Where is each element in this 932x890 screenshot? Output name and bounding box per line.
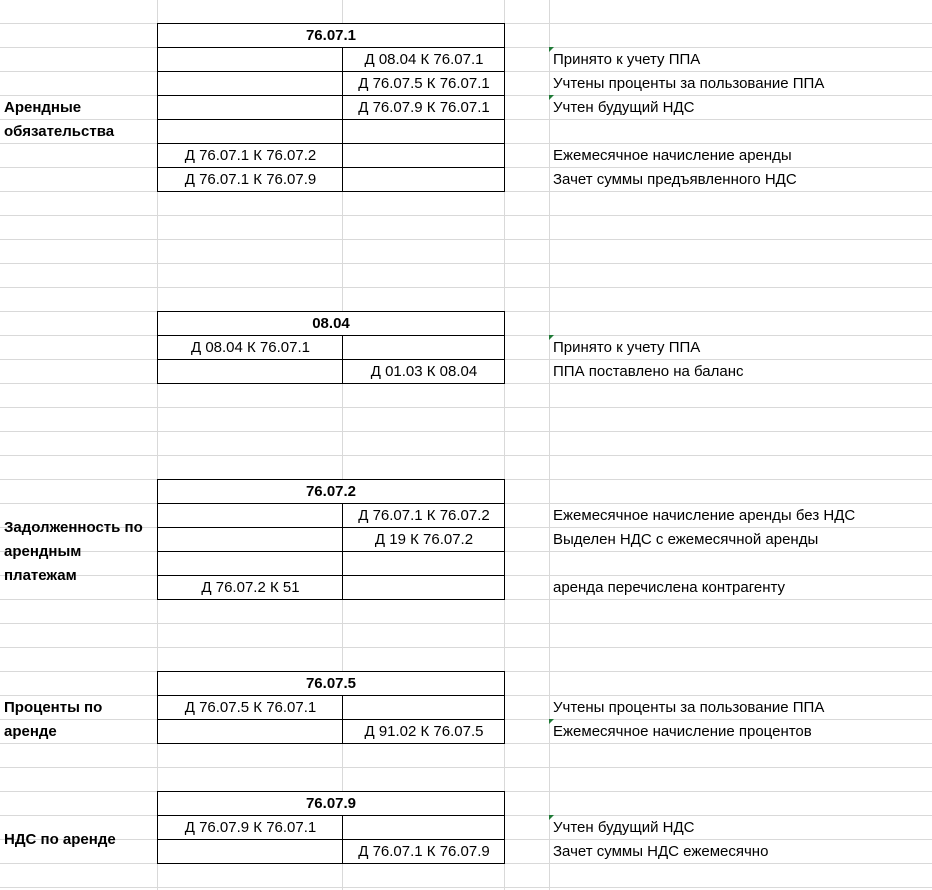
section-label-line: платежам (4, 566, 77, 584)
comment-indicator-icon[interactable] (549, 335, 554, 340)
taccount-divider (342, 695, 343, 743)
taccount-row-rule (157, 119, 505, 120)
taccount-divider (342, 503, 343, 599)
section-label-line: аренде (4, 722, 57, 740)
entry-description[interactable]: аренда перечислена контрагенту (553, 579, 786, 596)
debit-entry[interactable]: Д 76.07.5 К 76.07.1 (184, 699, 317, 716)
comment-indicator-icon[interactable] (549, 719, 554, 724)
entry-description[interactable]: Учтены проценты за пользование ППА (553, 75, 825, 92)
credit-entry[interactable]: Д 76.07.9 К 76.07.1 (358, 99, 490, 116)
entry-description[interactable]: Учтены проценты за пользование ППА (553, 699, 825, 716)
entry-description[interactable]: Зачет суммы предъявленного НДС (553, 171, 797, 188)
entry-description[interactable]: Выделен НДС с ежемесячной аренды (553, 531, 819, 548)
debit-entry[interactable]: Д 76.07.1 К 76.07.2 (184, 147, 317, 164)
credit-entry[interactable]: Д 91.02 К 76.07.5 (364, 723, 484, 740)
entry-description[interactable]: Учтен будущий НДС (553, 819, 695, 836)
section-label[interactable] (4, 516, 156, 588)
entry-description[interactable]: Зачет суммы НДС ежемесячно (553, 843, 769, 860)
credit-entry[interactable]: Д 76.07.1 К 76.07.9 (358, 843, 490, 860)
credit-entry[interactable]: Д 19 К 76.07.2 (374, 531, 474, 548)
entry-description[interactable]: Принято к учету ППА (553, 339, 701, 356)
account-title[interactable]: 08.04 (312, 315, 350, 332)
entry-description[interactable]: Ежемесячное начисление процентов (553, 723, 812, 740)
debit-entry[interactable]: Д 76.07.2 К 51 (201, 579, 300, 596)
taccount-divider (342, 815, 343, 863)
entry-description[interactable]: ППА поставлено на баланс (553, 363, 744, 380)
credit-entry[interactable]: Д 01.03 К 08.04 (370, 363, 478, 380)
comment-indicator-icon[interactable] (549, 815, 554, 820)
credit-entry[interactable]: Д 76.07.5 К 76.07.1 (358, 75, 490, 92)
comment-indicator-icon[interactable] (549, 95, 554, 100)
entry-description[interactable]: Ежемесячное начисление аренды без НДС (553, 507, 856, 524)
account-title[interactable]: 76.07.9 (305, 795, 357, 812)
account-title[interactable]: 76.07.2 (305, 483, 357, 500)
section-label[interactable] (4, 96, 156, 144)
section-label-line: обязательства (4, 122, 115, 140)
debit-entry[interactable]: Д 76.07.1 К 76.07.9 (184, 171, 317, 188)
taccount-row-rule (157, 551, 505, 552)
section-label[interactable] (4, 828, 156, 852)
taccount-divider (342, 47, 343, 191)
comment-indicator-icon[interactable] (549, 47, 554, 52)
debit-entry[interactable]: Д 76.07.9 К 76.07.1 (184, 819, 317, 836)
entry-description[interactable]: Учтен будущий НДС (553, 99, 695, 116)
entry-description[interactable]: Ежемесячное начисление аренды (553, 147, 792, 164)
taccount-divider (342, 335, 343, 383)
section-label-line: НДС по аренде (4, 830, 116, 848)
debit-entry[interactable]: Д 08.04 К 76.07.1 (191, 339, 310, 356)
section-label-line: Арендные (4, 98, 82, 116)
credit-entry[interactable]: Д 76.07.1 К 76.07.2 (358, 507, 490, 524)
account-title[interactable]: 76.07.1 (305, 27, 357, 44)
section-label[interactable] (4, 696, 156, 744)
section-label-line: Проценты по (4, 698, 103, 716)
entry-description[interactable]: Принято к учету ППА (553, 51, 701, 68)
section-label-line: Задолженность по (4, 518, 143, 536)
credit-entry[interactable]: Д 08.04 К 76.07.1 (364, 51, 484, 68)
section-label-line: арендным (4, 542, 82, 560)
account-title[interactable]: 76.07.5 (305, 675, 357, 692)
